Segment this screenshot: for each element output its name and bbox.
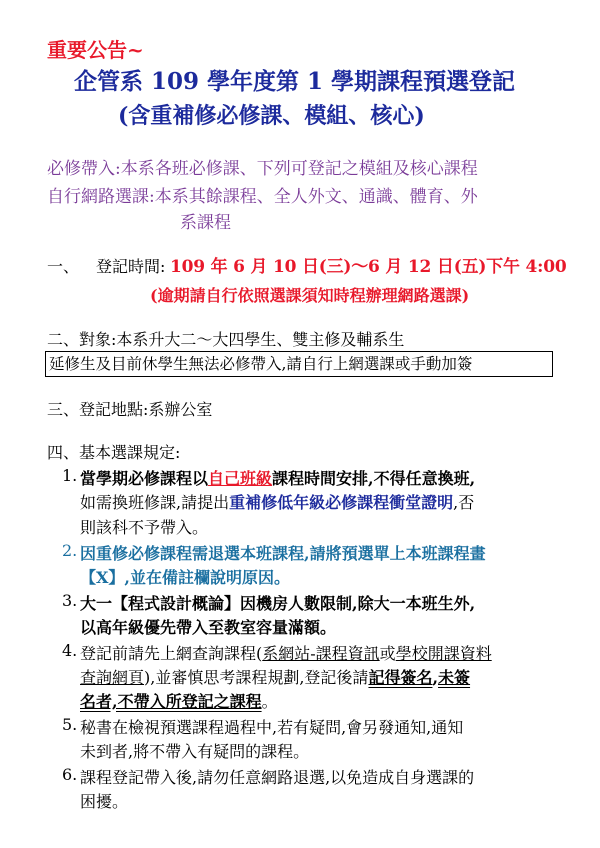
- rule-2-line-2: 【X】,並在備註欄說明原因。: [80, 568, 290, 587]
- section2-boxed-note: 延修生及目前休學生無法必修帶入,請自行上網選課或手動加簽: [45, 351, 553, 377]
- rule-1-line-2: [80, 490, 474, 513]
- rule-6-number: 6.: [62, 765, 78, 784]
- registration-note: (逾期請自行依照選課須知時程辦理網路選課): [150, 286, 470, 305]
- rule-1-text-c: 課程時間安排,不得任意換班,: [272, 469, 476, 488]
- rule-4-text-a: 登記前請先上網查詢課程(: [80, 644, 263, 663]
- rule-1-number: 1.: [62, 466, 78, 485]
- intro-line-3: 系課程: [180, 213, 231, 233]
- notice-label: 重要公告~: [47, 38, 144, 62]
- section2-target: 二、對象:本系升大二〜大四學生、雙主修及輔系生: [47, 330, 405, 349]
- rule-3-line-1: 大一【程式設計概論】因機房人數限制,除大一本班生外,: [80, 594, 476, 613]
- remember-sign: 記得簽名: [368, 668, 433, 687]
- rule-4-line-2: [80, 665, 470, 688]
- section4-heading: 四、基本選課規定:: [47, 443, 181, 462]
- rule-4-line-3: [80, 689, 278, 712]
- rule-5-line-2: 未到者,將不帶入有疑問的課程。: [80, 742, 310, 761]
- unsigned-warning-a: 未簽: [438, 668, 471, 687]
- rule-4-number: 4.: [62, 641, 78, 660]
- dept-course-info-link[interactable]: 系網站-課程資訊: [262, 644, 380, 663]
- section1-label: 登記時間:: [96, 257, 166, 276]
- unsigned-warning-b: 名者,不帶入所登記之課程: [80, 692, 262, 711]
- rule-1-text-a: 當學期必修課程以: [80, 469, 209, 488]
- rule-1-line-3: 則該科不予帶入。: [80, 518, 209, 537]
- section3-location: 三、登記地點:系辦公室: [47, 400, 213, 419]
- rule-2-line-1: 因重修必修課程需退選本班課程,請將預選單上本班課程畫: [80, 544, 486, 563]
- query-page-link[interactable]: 查詢網頁: [80, 668, 145, 687]
- rule-2-number: 2.: [62, 541, 78, 560]
- rule-1-line-1: [80, 466, 475, 489]
- rule-5-line-1: 秘書在檢視預選課程過程中,若有疑問,會另發通知,通知: [80, 718, 464, 737]
- rule-4-comma: ,: [432, 668, 439, 687]
- intro-line-2: 自行網路選課:本系其餘課程、全人外文、通識、體育、外: [47, 187, 478, 207]
- rule-6-line-1: 課程登記帶入後,請勿任意網路退選,以免造成自身選課的: [80, 768, 475, 787]
- rule-3-line-2: 以高年級優先帶入至教室容量滿額。: [80, 618, 337, 637]
- registration-time: 109 年 6 月 10 日(三)〜6 月 12 日(五)下午 4:00: [170, 257, 567, 277]
- rule-1-text-f: ,否: [453, 493, 475, 512]
- rule-5-number: 5.: [62, 715, 78, 734]
- rule-1-own-class: 自己班級: [208, 469, 273, 488]
- rule-1-text-d: 如需換班修課,請提出: [80, 493, 230, 512]
- rule-4-text-k: 。: [261, 692, 278, 711]
- rule-1-conflict-proof: 重補修低年級必修課程衝堂證明: [229, 493, 454, 512]
- rule-4-text-f: ),並審慎思考課程規劃,登記後請: [144, 668, 369, 687]
- rule-6-line-2: 困擾。: [80, 792, 129, 811]
- rule-4-text-c: 或: [379, 644, 396, 663]
- intro-line-1: 必修帶入:本系各班必修課、下列可登記之模組及核心課程: [47, 159, 478, 179]
- rule-3-number: 3.: [62, 591, 78, 610]
- page-title: 企管系 109 學年度第 1 學期課程預選登記: [74, 68, 516, 95]
- school-course-data-link[interactable]: 學校開課資料: [395, 644, 492, 663]
- section1-marker: 一、: [47, 257, 80, 276]
- page-subtitle: (含重補修必修課、模組、核心): [118, 103, 425, 129]
- rule-4-line-1: [80, 641, 492, 664]
